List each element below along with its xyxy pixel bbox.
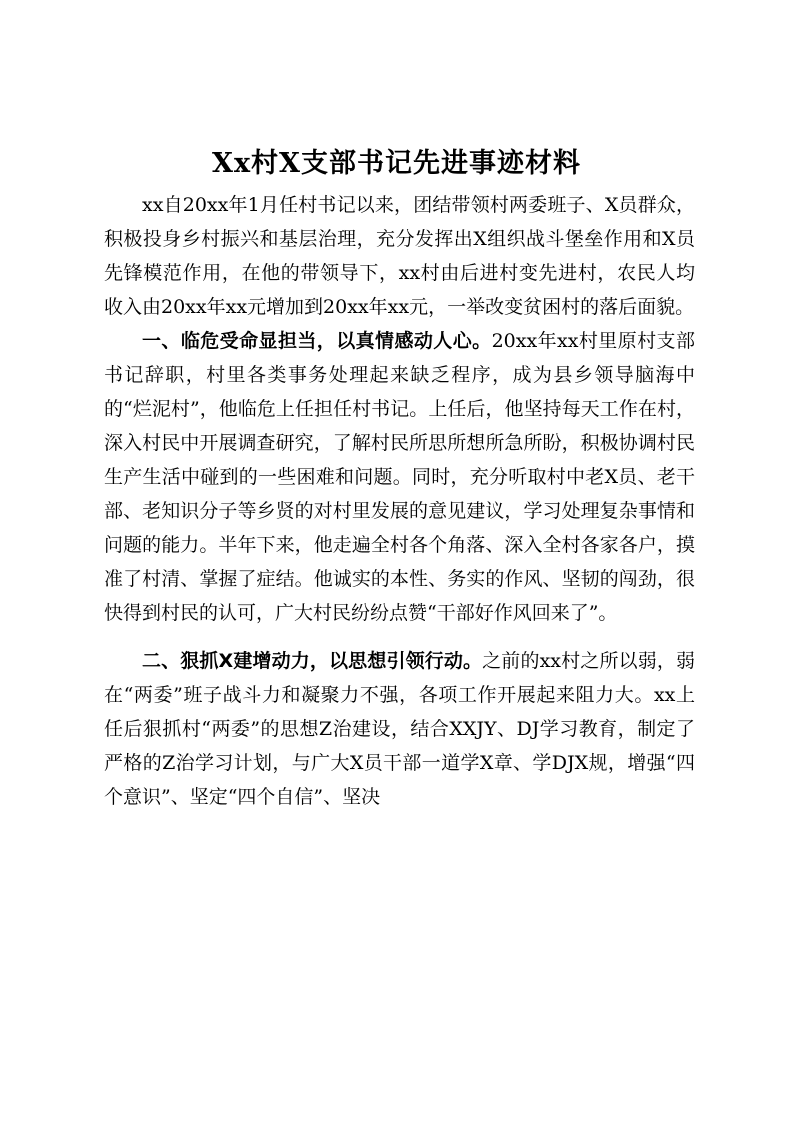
document-body [104,188,695,814]
paragraph-section-2 [104,644,695,814]
paragraph-intro [104,188,695,324]
document-title: Xx村X支部书记先进事迹材料 [212,148,581,179]
paragraph-section-1 [104,324,695,630]
paragraph-text: 20xx年xx村里原村支部书记辞职，村里各类事务处理起来缺乏程序，成为县乡领导脑海中的“烂泥村”，他临危上任担任村书记。上任后，他坚持每天工作在村，深入村民中开展调查研究，了解村民所思所想所急所盼，积极协调村民生产生活中碰到的一些困难和问题。同时，充分听取村中老X员、老干部、老知识分子等乡贤的对村里发展的意见建议，学习处理复杂事情和问题的能力。半年下来，他走遍全村各个角落、深入全村各家各户，摸准了村清、掌握了症结。他诚实的本性、务实的作风、坚韧的闯劲，很快得到村民的认可，广大村民纷纷点赞“干部好作风回来了”。 [104,330,695,624]
section-heading: 二、狠抓X建增动力，以思想引领行动。 [142,650,483,672]
paragraph-text: xx自20xx年1月任村书记以来，团结带领村两委班子、X员群众，积极投身乡村振兴和基层治理，充分发挥出X组织战斗堡垒作用和X员先锋模范作用，在他的带领导下，xx村由后进村变先进村，农民人均收入由20xx年xx元增加到20xx年xx元，一举改变贫困村的落后面貌。 [104,194,695,318]
paragraph-text: 之前的xx村之所以弱，弱在“两委”班子战斗力和凝聚力不强，各项工作开展起来阻力大。xx上任后狠抓村“两委”的思想Z治建设，结合XXJY、DJ学习教育，制定了严格的Z治学习计划，与广大X员干部一道学X章、学DJX规，增强“四个意识”、坚定“四个自信”、坚决 [104,650,695,808]
section-heading: 一、临危受命显担当，以真情感动人心。 [142,330,492,352]
